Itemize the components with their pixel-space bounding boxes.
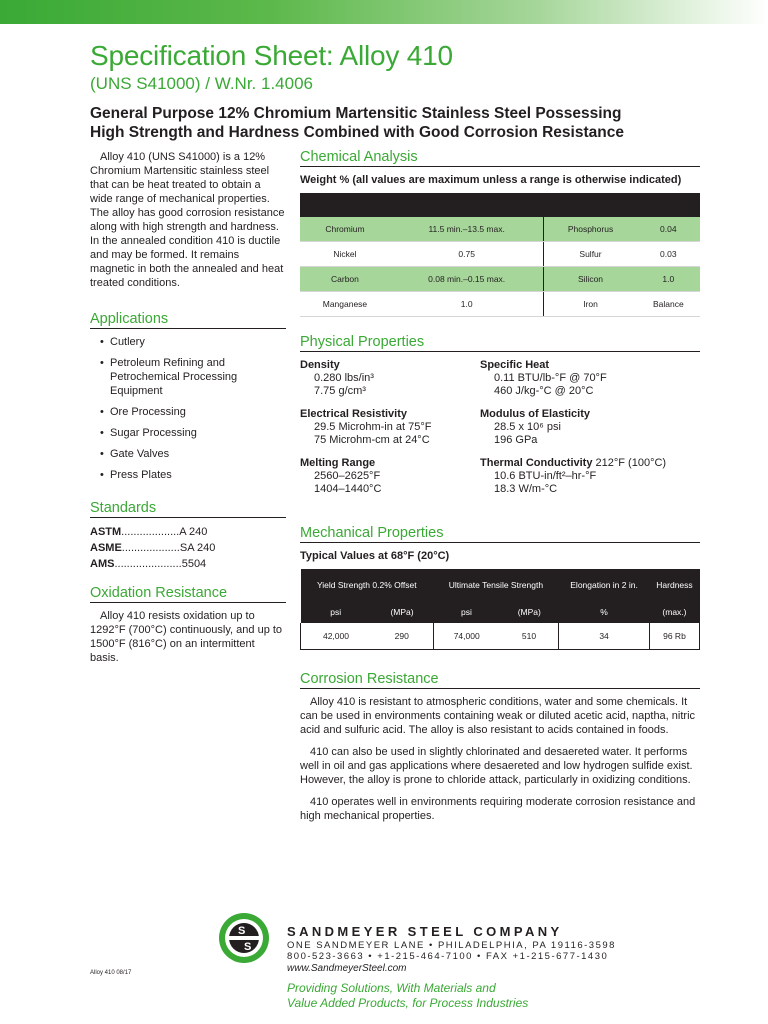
element-name: Sulfur [544, 242, 637, 267]
property-value: 7.75 g/cm³ [314, 385, 366, 397]
document-id: Alloy 410 08/17 [90, 970, 132, 976]
property-label: Melting Range [300, 457, 376, 469]
physical-heading: Physical Properties [300, 335, 700, 352]
element-value: 0.08 min.–0.15 max. [390, 267, 544, 292]
element-value: 11.5 min.–13.5 max. [390, 217, 544, 242]
element-name: Silicon [544, 267, 637, 292]
element-value: 1.0 [637, 267, 700, 292]
physical-properties [300, 358, 700, 526]
property-label: Thermal Conductivity [480, 457, 593, 469]
company-contact: 800-523-3663 • +1-215-464-7100 • FAX +1-215-677-1430 [287, 951, 609, 962]
property-label: Modulus of Elasticity [480, 408, 591, 420]
applications-list [90, 335, 286, 482]
company-name: SANDMEYER STEEL COMPANY [287, 924, 563, 939]
mechanical-heading: Mechanical Properties [300, 526, 700, 543]
leader-dots: ................... [121, 526, 180, 538]
left-column [90, 150, 286, 665]
element-value: 0.03 [637, 242, 700, 267]
standard-org: ASME [90, 542, 122, 554]
table-header-bar [300, 193, 700, 217]
element-name: Iron [544, 292, 637, 317]
property-value: 2560–2625°F [314, 470, 381, 482]
list-item: • Cutlery [100, 335, 286, 349]
col-yield: Yield Strength 0.2% Offset [301, 569, 434, 601]
col-hardness: Hardness [649, 569, 699, 601]
property-value: 0.280 lbs/in³ [314, 372, 374, 384]
property-specific-heat [480, 358, 680, 398]
unit: psi [301, 601, 371, 623]
list-item: • Sugar Processing [100, 426, 286, 440]
value-cell: 510 [500, 623, 559, 650]
page-subtitle: (UNS S41000) / W.Nr. 1.4006 [90, 74, 313, 93]
element-value: Balance [637, 292, 700, 317]
list-item: • Press Plates [100, 468, 286, 482]
value-cell: 74,000 [433, 623, 500, 650]
element-name: Chromium [300, 217, 390, 242]
page-title: Specification Sheet: Alloy 410 [90, 40, 453, 71]
property-value: 1404–1440°C [314, 483, 382, 495]
property-density [300, 358, 500, 398]
mechanical-subheading: Typical Values at 68°F (20°C) [300, 550, 450, 562]
element-value: 0.75 [390, 242, 544, 267]
corrosion-heading: Corrosion Resistance [300, 672, 700, 689]
headline [90, 104, 710, 142]
list-item: • Gate Valves [100, 447, 286, 461]
property-thermal [480, 456, 680, 496]
list-item: • Petroleum Refining and Petrochemical Processing Equipment [100, 356, 286, 398]
property-label-suffix: 212°F (100°C) [592, 457, 667, 469]
standard-org: ASTM [90, 526, 122, 538]
property-melting [300, 456, 500, 496]
mechanical-table [300, 569, 700, 650]
value-cell: 96 Rb [649, 623, 699, 650]
standards-heading: Standards [90, 501, 286, 518]
property-value: 28.5 x 10⁶ psi [494, 421, 561, 433]
element-name: Manganese [300, 292, 390, 317]
property-value: 29.5 Microhm-in at 75°F [314, 421, 432, 433]
oxidation-text: Alloy 410 resists oxidation up to 1292°F (700°C) continuously, and up to 1500°F (816°C) on an intermittent basis. [90, 610, 283, 664]
unit: psi [433, 601, 500, 623]
leader-dots: ................... [121, 542, 180, 554]
table-row [300, 242, 700, 267]
unit: % [559, 601, 650, 623]
physical-col-right [480, 358, 680, 505]
headline-line-1: General Purpose 12% Chromium Martensitic Stainless Steel Possessing [90, 105, 622, 122]
property-value: 0.11 BTU/lb-°F @ 70°F [494, 372, 607, 384]
value-cell: 290 [371, 623, 433, 650]
element-value: 0.04 [637, 217, 700, 242]
property-value: 10.6 BTU-in/ft²–hr-°F [494, 470, 597, 482]
table-row [300, 267, 700, 292]
intro-text: Alloy 410 (UNS S41000) is a 12% Chromium Martensitic stainless steel that can be heat treated to obtain a wide range of mechanical properties. The alloy has good corrosion resistance along with high strength and hardness. In the annealed condition 410 is ductile and may be formed. It remains magnetic in both the annealed and heat treated conditions. [90, 151, 285, 289]
unit: (max.) [649, 601, 699, 623]
headline-line-2: High Strength and Hardness Combined with Good Corrosion Resistance [90, 124, 624, 141]
company-website-link[interactable]: www.SandmeyerSteel.com [287, 963, 407, 974]
property-value: 75 Microhm-cm at 24°C [314, 434, 430, 446]
standard-row [90, 524, 286, 540]
table-row [301, 623, 700, 650]
chemical-heading: Chemical Analysis [300, 150, 700, 167]
unit: (MPa) [371, 601, 433, 623]
col-elongation: Elongation in 2 in. [559, 569, 650, 601]
applications-heading: Applications [90, 312, 286, 329]
corrosion-paragraph-2: 410 can also be used in slightly chlorinated and desaereted water. It performs well in oil and gas applications where desaereted and low hydrogen sulfide exist. However, the alloy is prone to chloride attack, particularly in oxidizing conditions. [300, 746, 693, 786]
leader-dots: ...................... [114, 558, 182, 570]
standard-value: A 240 [179, 526, 208, 538]
property-resistivity [300, 407, 500, 447]
property-label: Specific Heat [480, 359, 550, 371]
svg-text:S: S [244, 941, 252, 953]
table-header [301, 569, 700, 601]
table-units [301, 601, 700, 623]
value-cell: 42,000 [301, 623, 371, 650]
chemical-subheading: Weight % (all values are maximum unless a range is otherwise indicated) [300, 174, 682, 186]
list-item: • Ore Processing [100, 405, 286, 419]
corrosion-paragraph-1: Alloy 410 is resistant to atmospheric conditions, water and some chemicals. It can be used in environments containing weak or diluted acetic acid, naptha, nitric acid and sulfuric acid. The alloy is also resistant to acids contained in foods. [300, 696, 696, 736]
tagline-line-1: Providing Solutions, With Materials and [287, 981, 496, 995]
element-name: Carbon [300, 267, 390, 292]
property-label: Density [300, 359, 340, 371]
right-column [300, 150, 700, 823]
element-value: 1.0 [390, 292, 544, 317]
property-value: 196 GPa [494, 434, 538, 446]
property-label: Electrical Resistivity [300, 408, 408, 420]
table-row [300, 217, 700, 242]
standard-row [90, 540, 286, 556]
property-value: 18.3 W/m-°C [494, 483, 558, 495]
tagline-line-2: Value Added Products, for Process Industries [287, 996, 529, 1010]
value-cell: 34 [559, 623, 650, 650]
property-modulus [480, 407, 680, 447]
col-uts: Ultimate Tensile Strength [433, 569, 559, 601]
sandmeyer-logo-icon [218, 912, 270, 964]
table-row [300, 292, 700, 317]
unit: (MPa) [500, 601, 559, 623]
property-label-row [480, 456, 680, 470]
svg-text:S: S [238, 925, 246, 937]
oxidation-heading: Oxidation Resistance [90, 586, 286, 603]
corrosion-paragraph-3: 410 operates well in environments requiring moderate corrosion resistance and high mechanical properties. [300, 796, 696, 822]
company-address: ONE SANDMEYER LANE • PHILADELPHIA, PA 19116-3598 [287, 940, 616, 951]
standard-org: AMS [90, 558, 115, 570]
element-name: Phosphorus [544, 217, 637, 242]
standard-row [90, 556, 286, 572]
element-name: Nickel [300, 242, 390, 267]
property-value: 460 J/kg-°C @ 20°C [494, 385, 594, 397]
header-band [0, 0, 768, 24]
standard-value: SA 240 [179, 542, 216, 554]
chemical-table [300, 193, 700, 317]
standard-value: 5504 [181, 558, 207, 570]
physical-col-left [300, 358, 500, 505]
